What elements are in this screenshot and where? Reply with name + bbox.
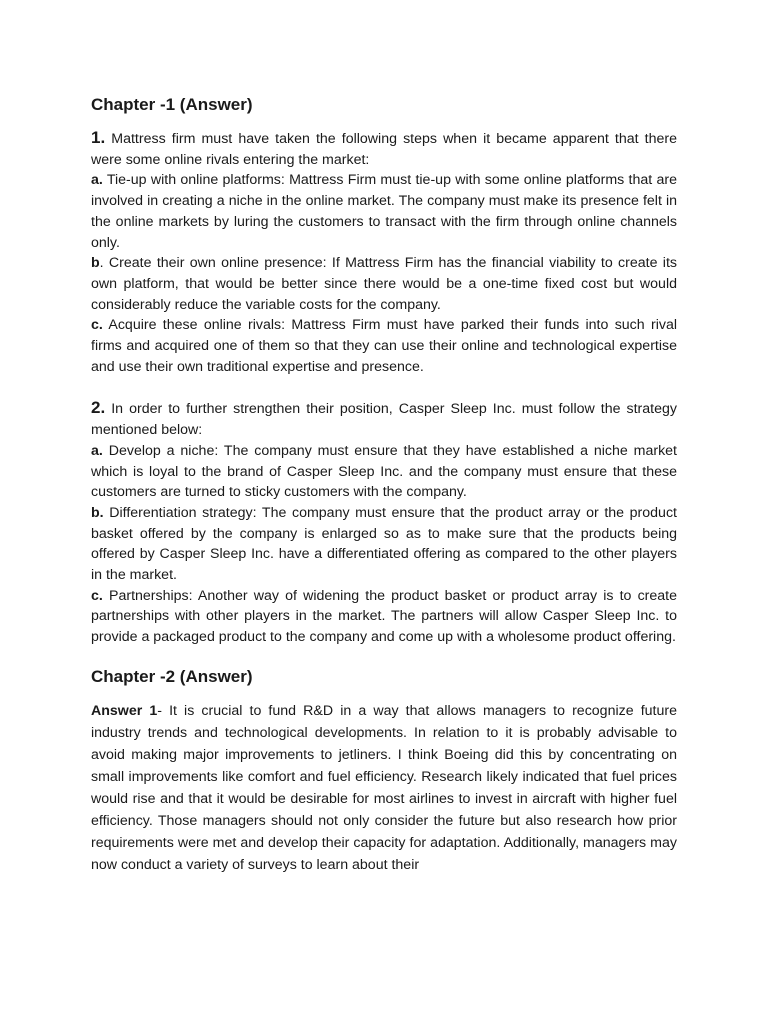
item-label: a.	[91, 172, 103, 189]
item-text: Develop a niche: The company must ensure that they have established a niche market which is loyal to the brand of Casper Sleep Inc. and the company must ensure that these customers are turned to sticky customers with the company.	[91, 442, 677, 501]
question-1-intro	[91, 128, 677, 170]
question-1-item-b	[91, 253, 677, 315]
item-label: c.	[91, 317, 103, 334]
item-text: Tie-up with online platforms: Mattress Firm must tie-up with some online platforms that are involved in creating a niche in the online market. The company must make its presence felt in the online markets by luring the customers to transact with the firm through online channels only.	[91, 172, 677, 251]
item-text: Differentiation strategy: The company must ensure that the product array or the product basket offered by the company is enlarged so as to make sure that the products being offered by Casper Sleep Inc. have a differentiated offering as compared to the other players in the market.	[91, 504, 677, 584]
document-page	[91, 92, 677, 952]
item-text: . Create their own online presence: If Mattress Firm has the financial viability to create its own platform, that would be better since there would be a one-time fixed cost but would considerably reduce the variable costs for the company.	[91, 255, 677, 313]
chapter-2-title: Chapter -2 (Answer)	[91, 666, 253, 686]
question-1-item-c	[91, 315, 677, 377]
item-text: Acquire these online rivals: Mattress Firm must have parked their funds into such rival firms and acquired one of them so that they can use their online and technological expertise and use their own traditional expertise and presence.	[91, 317, 677, 375]
question-2-item-c	[91, 586, 677, 648]
question-2-intro-text: In order to further strengthen their position, Casper Sleep Inc. must follow the strategy mentioned below:	[91, 401, 677, 439]
question-2-intro	[91, 398, 677, 440]
item-text: Partnerships: Another way of widening the product basket or product array is to create partnerships with other players in the market. The partners will allow Casper Sleep Inc. to provide a packaged product to the company and come up with a wholesome product offering.	[91, 587, 677, 646]
answer-1-label: Answer 1	[91, 702, 158, 719]
item-label: b.	[91, 504, 104, 521]
answer-1-text: - It is crucial to fund R&D in a way that allows managers to recognize future industry trends and technological developments. In relation to it is probably advisable to avoid making major improvements to jetliners. I think Boeing did this by concentrating on small improvements like comfort and fuel efficiency. Research likely indicated that fuel prices would rise and that it would be desirable for most airlines to invest in aircraft with higher fuel efficiency. Those managers should not only consider the future but also research how prior requirements were met and develop their capacity for adaptation. Additionally, managers may now conduct a variety of surveys to learn about their	[91, 702, 677, 873]
chapter-1-title: Chapter -1 (Answer)	[91, 95, 253, 114]
question-2-number: 2.	[91, 398, 106, 418]
question-2-item-a	[91, 441, 677, 503]
answer-1-paragraph	[91, 700, 677, 876]
item-label: b	[91, 255, 100, 272]
item-label: a.	[91, 442, 103, 459]
item-label: c.	[91, 587, 103, 604]
question-1-intro-text: Mattress firm must have taken the following steps when it became apparent that there were some online rivals entering the market:	[91, 131, 677, 168]
question-1-number: 1.	[91, 128, 106, 147]
question-1-item-a	[91, 170, 677, 253]
question-2-item-b	[91, 503, 677, 586]
paragraph-gap	[91, 377, 677, 398]
